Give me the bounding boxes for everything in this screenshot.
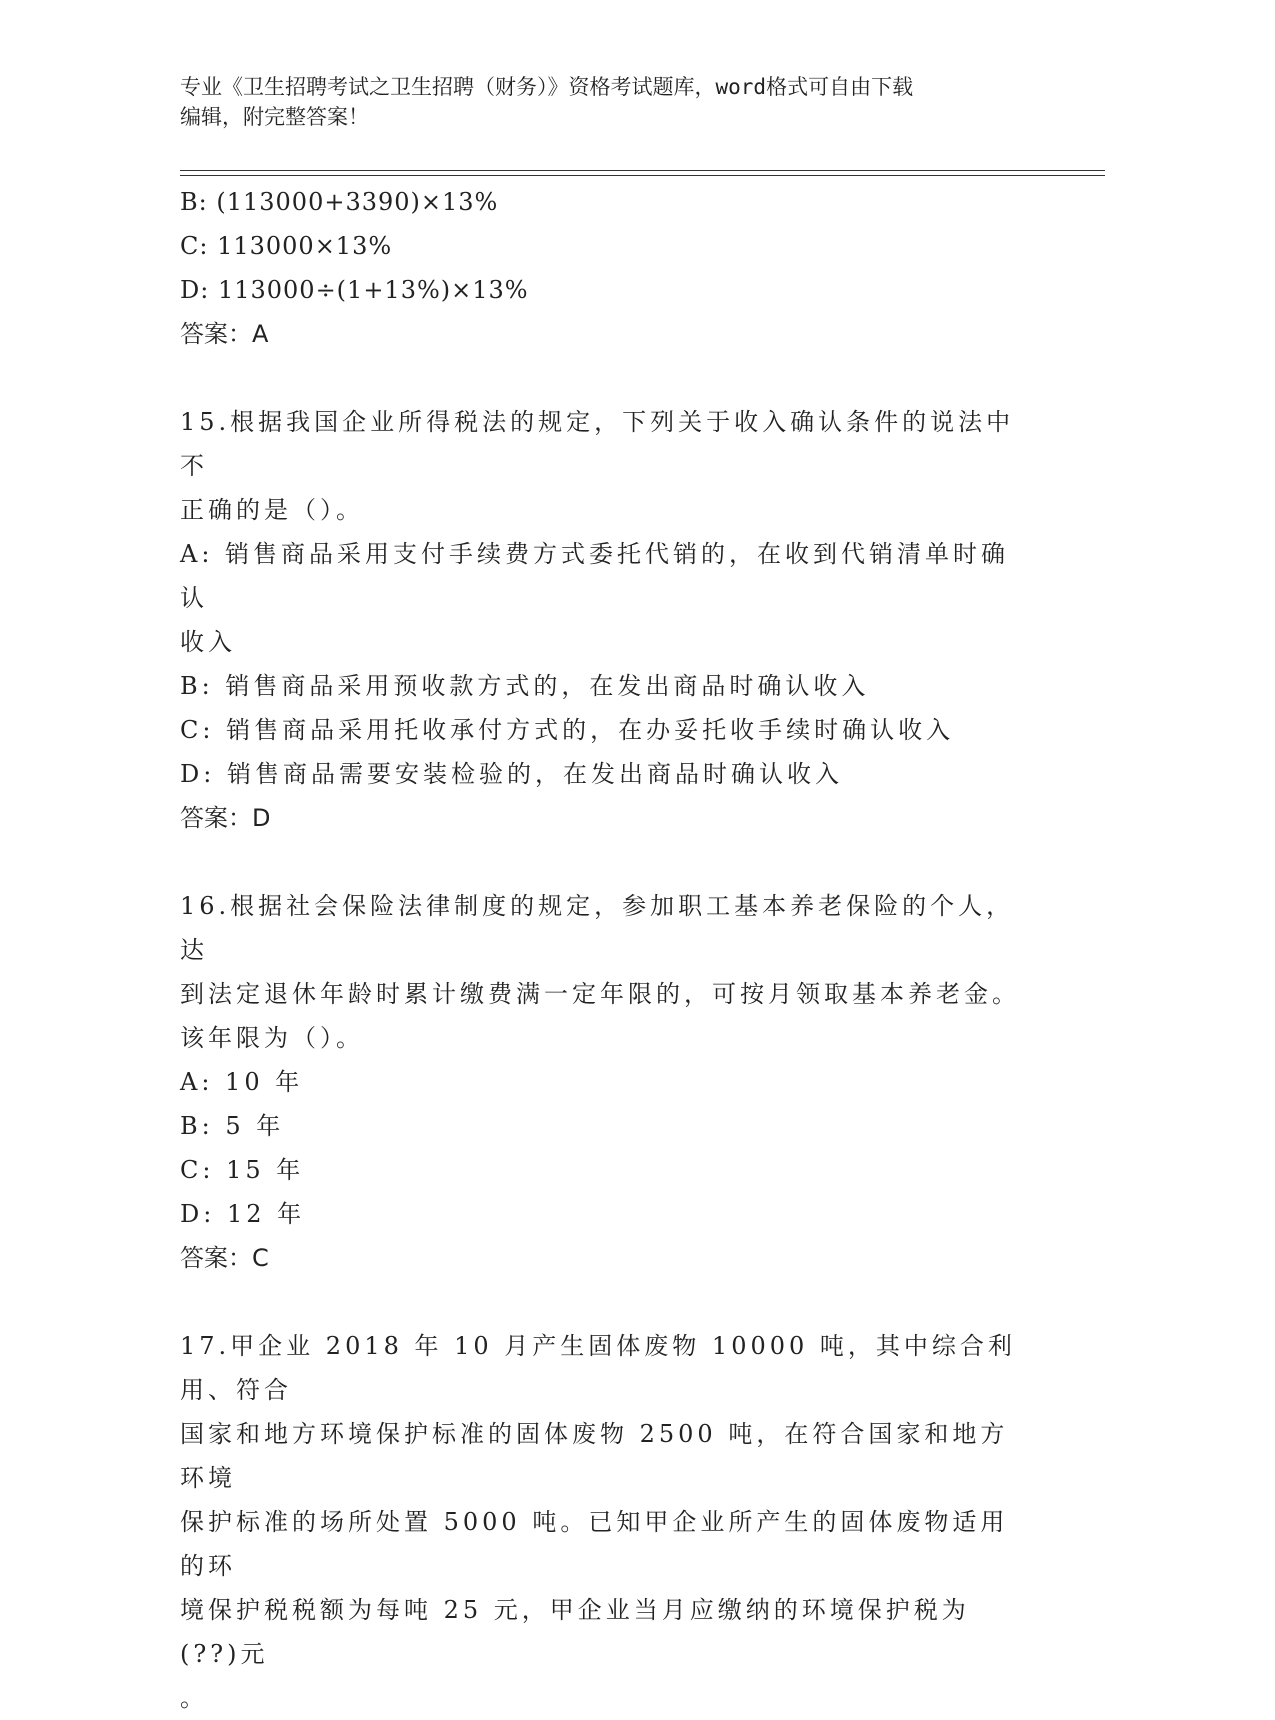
question-stem-line: 16.根据社会保险法律制度的规定，参加职工基本养老保险的个人，达 (180, 892, 1015, 964)
answer-line: 答案：C (180, 1244, 269, 1272)
question-stem-line: 17.甲企业 2018 年 10 月产生固体废物 10000 吨，其中综合利用、符合 (180, 1332, 1016, 1404)
answer-line: 答案：A (180, 320, 269, 348)
header-divider-top (180, 170, 1105, 171)
question-content (180, 180, 1030, 1720)
header-line-2: 编辑，附完整答案！ (180, 105, 369, 129)
option-d: D: 12 年 (180, 1200, 306, 1228)
question-stem-line: 到法定退休年龄时累计缴费满一定年限的，可按月领取基本养老金。 (180, 980, 1020, 1008)
question-stem-line: 。 (180, 1684, 208, 1712)
question-stem-line: 国家和地方环境保护标准的固体废物 2500 吨，在符合国家和地方环境 (180, 1420, 1009, 1492)
option-b: B: 销售商品采用预收款方式的，在发出商品时确认收入 (180, 672, 870, 700)
question-16 (180, 884, 1030, 1280)
question-stem-line: 15.根据我国企业所得税法的规定，下列关于收入确认条件的说法中不 (180, 408, 1015, 480)
question-stem-line: 该年限为（）。 (180, 1024, 364, 1052)
option-b: B: 5 年 (180, 1112, 285, 1140)
option-c: C: 113000×13% (180, 232, 393, 260)
option-d: D: 销售商品需要安装检验的，在发出商品时确认收入 (180, 760, 843, 788)
option-c: C: 15 年 (180, 1156, 305, 1184)
option-b: B: (113000+3390)×13% (180, 188, 499, 216)
question-14-tail (180, 180, 1030, 356)
question-stem-line: 正确的是（）。 (180, 496, 364, 524)
answer-line: 答案：D (180, 804, 271, 832)
question-17 (180, 1324, 1030, 1720)
question-stem-line: 境保护税税额为每吨 25 元，甲企业当月应缴纳的环境保护税为(??)元 (180, 1596, 970, 1668)
page-header (180, 72, 1040, 132)
spacer (180, 840, 1030, 884)
header-divider-bottom (180, 175, 1105, 176)
option-c: C: 销售商品采用托收承付方式的，在办妥托收手续时确认收入 (180, 716, 955, 744)
option-d: D: 113000÷(1+13%)×13% (180, 276, 529, 304)
option-a: A: 10 年 (180, 1068, 304, 1096)
option-a-continued: 收入 (180, 628, 236, 656)
question-15 (180, 400, 1030, 840)
question-stem-line: 保护标准的场所处置 5000 吨。已知甲企业所产生的固体废物适用的环 (180, 1508, 1009, 1580)
option-a: A: 销售商品采用支付手续费方式委托代销的，在收到代销清单时确认 (180, 540, 1010, 612)
header-line-1: 专业《卫生招聘考试之卫生招聘（财务）》资格考试题库，word格式可自由下载 (180, 75, 914, 99)
spacer (180, 1280, 1030, 1324)
spacer (180, 356, 1030, 400)
